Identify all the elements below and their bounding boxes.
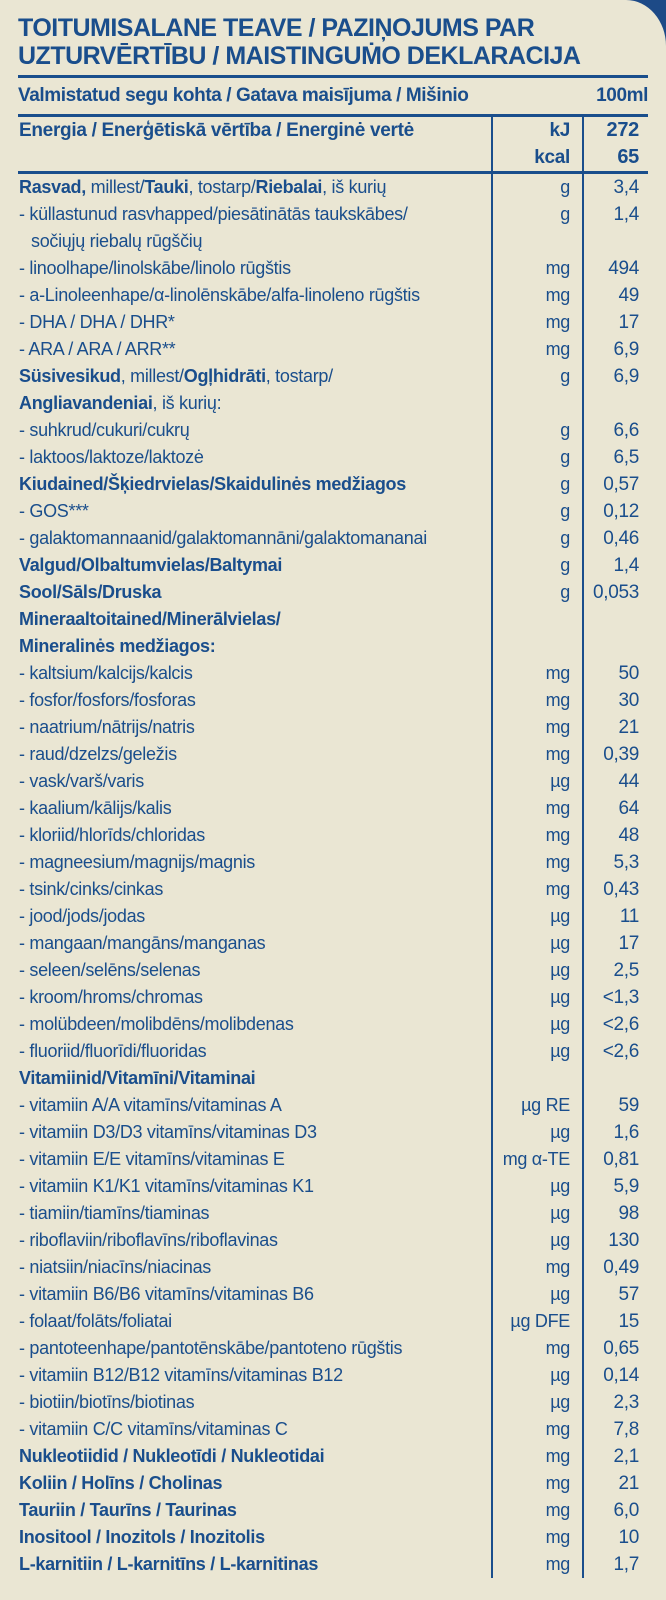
row-value: 48 (582, 822, 648, 849)
row-unit: g (491, 174, 582, 201)
table-row (18, 1038, 648, 1065)
row-label-line: - vask/varš/varis (19, 771, 144, 791)
row-value: <1,3 (582, 984, 648, 1011)
row-value: 5,9 (582, 1173, 648, 1200)
row-value: 15 (582, 1308, 648, 1335)
row-value: 5,3 (582, 849, 648, 876)
table-row (18, 552, 648, 579)
table-row (18, 714, 648, 741)
row-label (18, 849, 491, 876)
row-label-line: Angliavandeniai, iš kurių: (19, 393, 222, 413)
row-label-line: L-karnitiin / L-karnitīns / L-karnitinas (19, 1554, 319, 1574)
table-row (18, 822, 648, 849)
row-unit: g (491, 417, 582, 444)
row-unit: µg (491, 1362, 582, 1389)
table-row (18, 1281, 648, 1308)
row-label (18, 498, 491, 525)
row-unit: µg (491, 1119, 582, 1146)
row-unit: µg (491, 768, 582, 795)
energy-units (491, 117, 582, 171)
row-unit: mg (491, 795, 582, 822)
table-row (18, 1389, 648, 1416)
serving-label: Valmistatud segu kohta / Gatava maisījuma / Mišinio (18, 85, 469, 106)
row-label (18, 1362, 491, 1389)
table-row (18, 336, 648, 363)
row-label-line: - seleen/selēns/selenas (19, 960, 201, 980)
table-row (18, 957, 648, 984)
row-label (18, 1389, 491, 1416)
row-unit: mg (491, 282, 582, 309)
row-label-line: sočiųjų riebalų rūgščių (31, 231, 203, 251)
row-label-line: - mangaan/mangāns/manganas (19, 933, 266, 953)
table-row (18, 255, 648, 282)
row-label (18, 282, 491, 309)
row-label (18, 1038, 491, 1065)
row-label (18, 525, 491, 552)
row-label-line: - fluoriid/fluorīdi/fluoridas (19, 1041, 207, 1061)
table-row (18, 1416, 648, 1443)
row-value: 7,8 (582, 1416, 648, 1443)
table-title (18, 0, 648, 78)
row-label (18, 579, 491, 606)
table-row (18, 282, 648, 309)
row-value: 6,6 (582, 417, 648, 444)
row-label-line: - niatsiin/niacīns/niacinas (19, 1257, 212, 1277)
row-value: 0,39 (582, 741, 648, 768)
table-row (18, 741, 648, 768)
row-value: 21 (582, 714, 648, 741)
row-label-line: - kaltsium/kalcijs/kalcis (19, 663, 193, 683)
row-unit: µg RE (491, 1092, 582, 1119)
row-unit: µg (491, 1227, 582, 1254)
row-unit: µg (491, 1173, 582, 1200)
table-row (18, 1011, 648, 1038)
row-value: 17 (582, 930, 648, 957)
row-label-line: - vitamiin B6/B6 vitamīns/vitaminas B6 (19, 1284, 314, 1304)
row-label (18, 1254, 491, 1281)
row-unit: µg (491, 903, 582, 930)
row-value: 1,7 (582, 1551, 648, 1578)
row-label (18, 1308, 491, 1335)
row-value: 57 (582, 1281, 648, 1308)
row-unit: µg (491, 957, 582, 984)
row-unit: g (491, 363, 582, 417)
table-row (18, 444, 648, 471)
row-unit: µg (491, 930, 582, 957)
row-label-line: Inositool / Inozitols / Inozitolis (19, 1527, 265, 1547)
row-label (18, 1470, 491, 1497)
table-row (18, 1308, 648, 1335)
row-label (18, 1524, 491, 1551)
row-label-line: - molübdeen/molibdēns/molibdenas (19, 1014, 294, 1034)
table-title-line1: TOITUMISALANE TEAVE / PAZIŅOJUMS PAR (18, 14, 535, 42)
row-label (18, 552, 491, 579)
row-label-line: Süsivesikud, millest/Ogļhidrāti, tostarp/ (19, 366, 333, 386)
row-value: 0,053 (582, 579, 648, 606)
table-row (18, 795, 648, 822)
row-unit: mg (491, 1443, 582, 1470)
row-unit: mg (491, 255, 582, 282)
row-value: 130 (582, 1227, 648, 1254)
row-value: 59 (582, 1092, 648, 1119)
row-unit: g (491, 471, 582, 498)
row-value: 2,5 (582, 957, 648, 984)
row-value: 30 (582, 687, 648, 714)
row-label-line: - pantoteenhape/pantotēnskābe/pantoteno rūgštis (19, 1338, 403, 1358)
row-label (18, 660, 491, 687)
row-label-line: Valgud/Olbaltumvielas/Baltymai (19, 555, 283, 575)
row-value: 2,1 (582, 1443, 648, 1470)
table-row (18, 1524, 648, 1551)
row-value: 11 (582, 903, 648, 930)
table-row (18, 1254, 648, 1281)
table-row (18, 1335, 648, 1362)
row-label-line: - suhkrud/cukuri/cukrų (19, 420, 190, 440)
row-value: 64 (582, 795, 648, 822)
row-label (18, 687, 491, 714)
row-label-line: - laktoos/laktoze/laktozė (19, 447, 204, 467)
row-unit: µg (491, 984, 582, 1011)
row-label-line: - fosfor/fosfors/fosforas (19, 690, 196, 710)
row-label-line: - vitamiin E/E vitamīns/vitaminas E (19, 1149, 285, 1169)
row-label-line: - kroom/hroms/chromas (19, 987, 203, 1007)
row-label-line: - kaalium/kālijs/kalis (19, 798, 172, 818)
table-row (18, 1065, 648, 1092)
row-label-line: - riboflaviin/riboflavīns/riboflavinas (19, 1230, 278, 1250)
table-row (18, 1200, 648, 1227)
row-label (18, 255, 491, 282)
row-unit: mg (491, 1497, 582, 1524)
row-label (18, 174, 491, 201)
energy-unit-kj: kJ (549, 120, 570, 141)
row-label-line: Vitamiinid/Vitamīni/Vitaminai (19, 1068, 256, 1088)
row-label (18, 417, 491, 444)
row-unit: µg (491, 1389, 582, 1416)
row-value: 3,4 (582, 174, 648, 201)
row-label (18, 741, 491, 768)
row-label-line: - vitamiin B12/B12 vitamīns/vitaminas B12 (19, 1365, 343, 1385)
row-label-line: - GOS*** (19, 501, 89, 521)
row-label (18, 768, 491, 795)
row-label-line: - linoolhape/linolskābe/linolo rūgštis (19, 258, 291, 278)
table-row (18, 876, 648, 903)
table-row (18, 1470, 648, 1497)
row-label (18, 471, 491, 498)
row-label (18, 795, 491, 822)
serving-amount: 100ml (596, 85, 648, 106)
row-label (18, 876, 491, 903)
row-value: <2,6 (582, 1038, 648, 1065)
row-unit: mg α-TE (491, 1146, 582, 1173)
row-unit: g (491, 444, 582, 471)
table-row (18, 525, 648, 552)
row-label (18, 1443, 491, 1470)
energy-unit-kcal: kcal (534, 147, 570, 168)
row-unit: g (491, 525, 582, 552)
table-row (18, 363, 648, 417)
row-unit: g (491, 552, 582, 579)
row-unit: µg (491, 1038, 582, 1065)
row-label (18, 363, 491, 417)
table-row (18, 1497, 648, 1524)
table-row (18, 687, 648, 714)
row-unit: mg (491, 1551, 582, 1578)
row-unit: g (491, 201, 582, 255)
row-label (18, 984, 491, 1011)
row-label (18, 1200, 491, 1227)
row-label-line: Mineraaltoitained/Minerālvielas/ (19, 609, 281, 629)
table-row (18, 1092, 648, 1119)
energy-label: Energia / Enerģētiskā vērtība / Energinė vertė (19, 120, 414, 141)
table-row (18, 309, 648, 336)
row-label (18, 606, 491, 660)
table-row (18, 471, 648, 498)
row-label-line: - tsink/cinks/cinkas (19, 879, 164, 899)
row-unit: mg (491, 336, 582, 363)
row-label-line: Sool/Sāls/Druska (19, 582, 162, 602)
row-label-line: - galaktomannaanid/galaktomannāni/galaktomananai (19, 528, 427, 548)
row-value: 0,14 (582, 1362, 648, 1389)
row-unit: µg (491, 1200, 582, 1227)
row-label (18, 1335, 491, 1362)
row-value: 6,9 (582, 336, 648, 363)
table-row (18, 984, 648, 1011)
row-label-line: - biotiin/biotīns/biotinas (19, 1392, 195, 1412)
serving-row (18, 78, 648, 117)
row-value: 1,4 (582, 201, 648, 255)
table-row (18, 1551, 648, 1578)
table-title-line2: UZTURVĒRTĪBU / MAISTINGUṀO DEKLARACIJA (18, 42, 581, 70)
table-row (18, 1362, 648, 1389)
row-value: 44 (582, 768, 648, 795)
row-label (18, 201, 491, 255)
row-value: <2,6 (582, 1011, 648, 1038)
row-label-line: - ARA / ARA / ARR** (19, 339, 176, 359)
table-row (18, 201, 648, 255)
row-value: 1,6 (582, 1119, 648, 1146)
row-label-line: - folaat/folāts/foliatai (19, 1311, 172, 1331)
table-row (18, 1146, 648, 1173)
row-label (18, 1227, 491, 1254)
row-label (18, 444, 491, 471)
table-row (18, 1443, 648, 1470)
row-label-line: - vitamiin K1/K1 vitamīns/vitaminas K1 (19, 1176, 314, 1196)
row-value: 0,49 (582, 1254, 648, 1281)
row-value: 0,57 (582, 471, 648, 498)
row-unit: mg (491, 1335, 582, 1362)
row-label-line: - vitamiin D3/D3 vitamīns/vitaminas D3 (19, 1122, 317, 1142)
table-row (18, 1173, 648, 1200)
row-label-line: Mineralinės medžiagos: (19, 636, 216, 656)
row-label (18, 930, 491, 957)
energy-values (582, 117, 648, 171)
row-unit: mg (491, 687, 582, 714)
row-label-line: - vitamiin C/C vitamīns/vitaminas C (19, 1419, 288, 1439)
row-label (18, 1281, 491, 1308)
row-label (18, 1146, 491, 1173)
row-value: 0,43 (582, 876, 648, 903)
row-value: 0,12 (582, 498, 648, 525)
row-label-line: - a-Linoleenhape/α-linolēnskābe/alfa-linoleno rūgštis (19, 285, 420, 305)
table-row (18, 498, 648, 525)
row-label (18, 309, 491, 336)
row-unit: mg (491, 849, 582, 876)
row-label-line: Tauriin / Taurīns / Taurinas (19, 1500, 237, 1520)
row-value: 0,81 (582, 1146, 648, 1173)
row-label (18, 1551, 491, 1578)
energy-value-kcal: 65 (617, 146, 639, 168)
row-unit: g (491, 498, 582, 525)
row-value: 6,5 (582, 444, 648, 471)
table-row (18, 903, 648, 930)
row-label (18, 1092, 491, 1119)
row-label-line: - jood/jods/jodas (19, 906, 145, 926)
row-value: 10 (582, 1524, 648, 1551)
table-row (18, 768, 648, 795)
row-unit: µg (491, 1011, 582, 1038)
row-value: 50 (582, 660, 648, 687)
row-unit: mg (491, 1254, 582, 1281)
row-unit: g (491, 579, 582, 606)
row-label (18, 1497, 491, 1524)
table-row (18, 606, 648, 660)
row-value: 6,0 (582, 1497, 648, 1524)
row-label-line: Rasvad, millest/Tauki, tostarp/Riebalai, iš kurių (19, 177, 387, 197)
row-value: 17 (582, 309, 648, 336)
table-row (18, 174, 648, 201)
row-label-line: - küllastunud rasvhapped/piesātinātās taukskābes/ (19, 204, 408, 224)
row-label (18, 822, 491, 849)
energy-value-kj: 272 (606, 119, 639, 141)
row-unit: mg (491, 309, 582, 336)
row-label (18, 1119, 491, 1146)
row-value (582, 1065, 648, 1092)
row-unit: mg (491, 1416, 582, 1443)
nutrient-grid (18, 117, 648, 1578)
row-value: 49 (582, 282, 648, 309)
row-label-line: - DHA / DHA / DHR* (19, 312, 175, 332)
row-value: 21 (582, 1470, 648, 1497)
table-row (18, 1227, 648, 1254)
row-label (18, 1416, 491, 1443)
table-row (18, 849, 648, 876)
table-row (18, 579, 648, 606)
row-unit: mg (491, 1470, 582, 1497)
row-label (18, 957, 491, 984)
row-label-line: - naatrium/nātrijs/natris (19, 717, 195, 737)
row-unit: mg (491, 741, 582, 768)
row-label (18, 1173, 491, 1200)
row-unit: mg (491, 714, 582, 741)
row-unit: mg (491, 876, 582, 903)
row-value: 98 (582, 1200, 648, 1227)
row-value: 2,3 (582, 1389, 648, 1416)
row-label-line: - kloriid/hlorīds/chloridas (19, 825, 205, 845)
row-label-line: - tiamiin/tiamīns/tiaminas (19, 1203, 210, 1223)
row-value: 1,4 (582, 552, 648, 579)
row-value: 494 (582, 255, 648, 282)
row-label (18, 1065, 491, 1092)
row-label (18, 336, 491, 363)
energy-row (18, 117, 648, 174)
table-row (18, 417, 648, 444)
row-unit: µg DFE (491, 1308, 582, 1335)
row-unit: mg (491, 660, 582, 687)
row-label-line: Kiudained/Šķiedrvielas/Skaidulinės medžiagos (19, 474, 406, 494)
table-row (18, 930, 648, 957)
row-label-line: - vitamiin A/A vitamīns/vitaminas A (19, 1095, 282, 1115)
row-value (582, 606, 648, 660)
table-row (18, 660, 648, 687)
bottom-spacer (18, 1578, 648, 1600)
row-unit (491, 1065, 582, 1092)
row-label-line: Koliin / Holīns / Cholinas (19, 1473, 223, 1493)
row-label-line: Nukleotiidid / Nukleotīdi / Nukleotidai (19, 1446, 325, 1466)
row-label (18, 1011, 491, 1038)
row-value: 6,9 (582, 363, 648, 417)
row-label-line: - raud/dzelzs/geležis (19, 744, 177, 764)
row-label (18, 714, 491, 741)
row-label-line: - magneesium/magnijs/magnis (19, 852, 255, 872)
row-value: 0,65 (582, 1335, 648, 1362)
row-unit (491, 606, 582, 660)
row-label (18, 903, 491, 930)
table-row (18, 1119, 648, 1146)
row-unit: mg (491, 1524, 582, 1551)
row-unit: µg (491, 1281, 582, 1308)
row-value: 0,46 (582, 525, 648, 552)
row-unit: mg (491, 822, 582, 849)
